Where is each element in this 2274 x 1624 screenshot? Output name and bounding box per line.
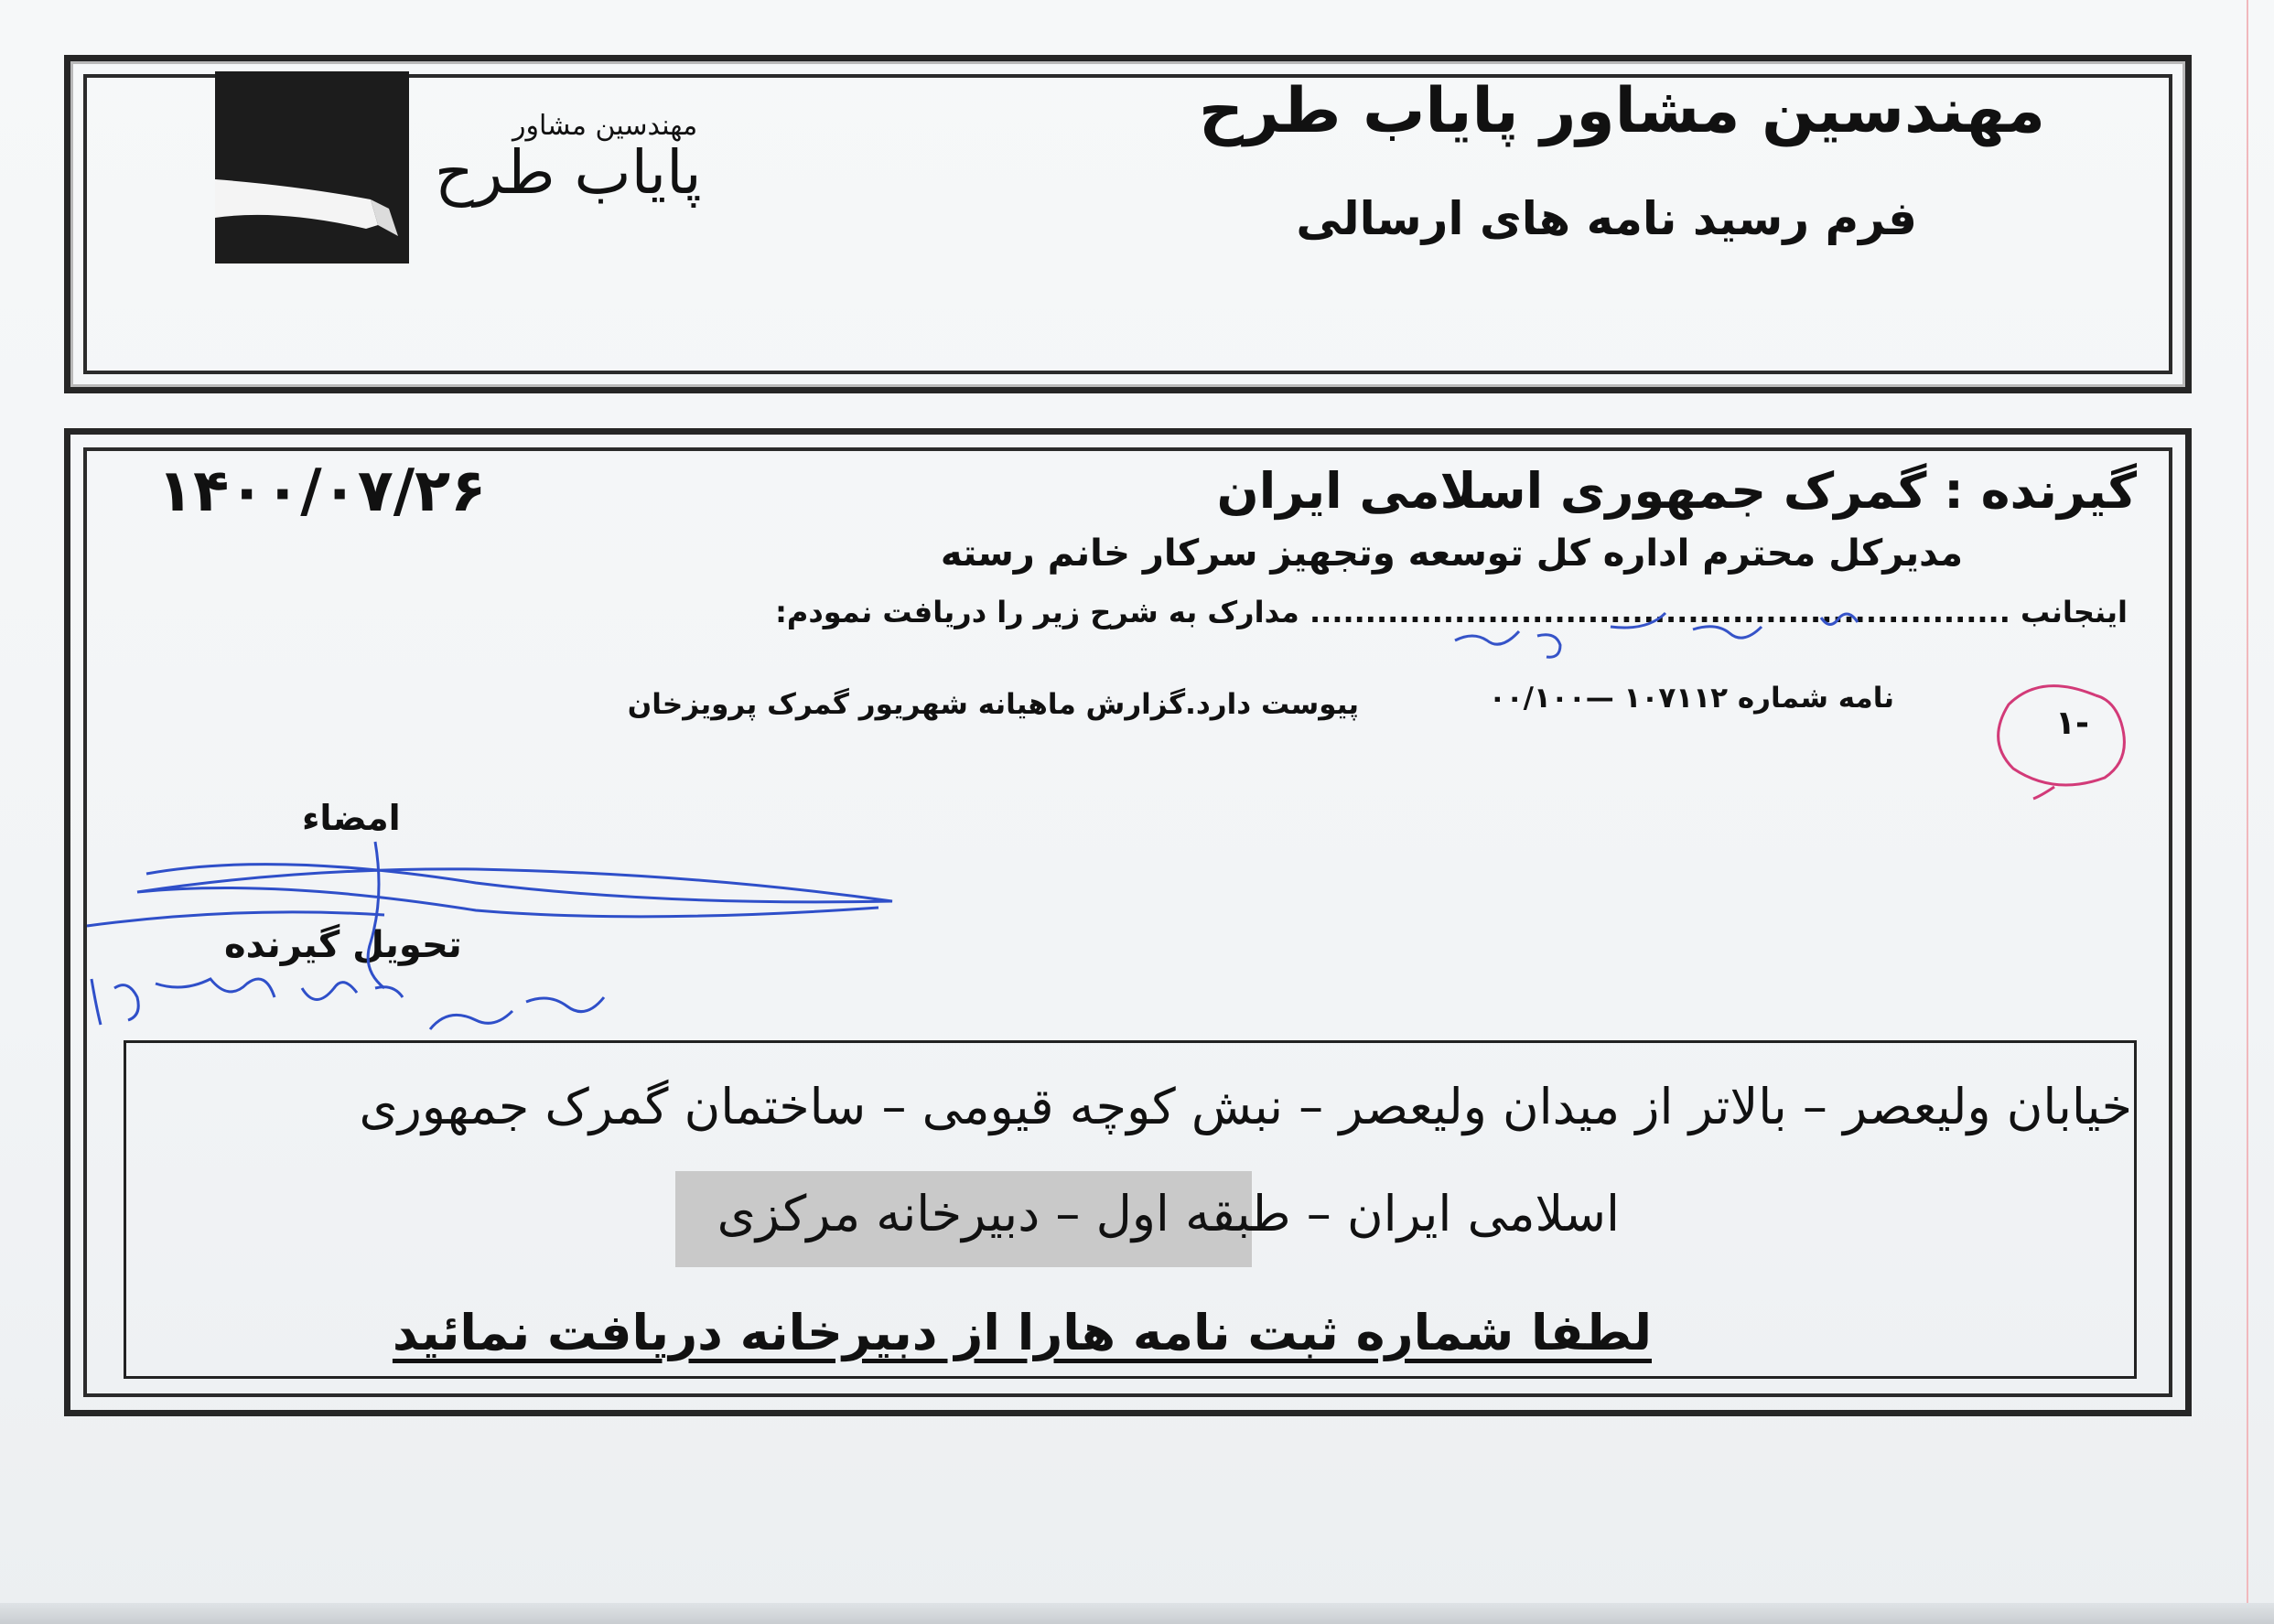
handwritten-name: [1455, 613, 1858, 657]
recipient-line: گیرنده : گمرک جمهوری اسلامی ایران: [1216, 462, 2137, 520]
address-line-1: خیابان ولیعصر – بالاتر از میدان ولیعصر – نبش کوچه قیومی – ساختمان گمرک جمهوری: [359, 1078, 2132, 1135]
form-date: ۱۴۰۰/۰۷/۲۶: [157, 457, 487, 525]
registration-notice: لطفا شماره ثبت نامه هارا از دبیرخانه دریافت نمائید: [392, 1304, 1652, 1361]
director-line: مدیرکل محترم اداره کل توسعه وتجهیز سرکار خانم رسته: [940, 532, 1963, 575]
form-title: فرم رسید نامه های ارسالی: [1296, 192, 1917, 245]
logo-subtitle: مهندسین مشاور: [512, 110, 698, 142]
signature-scribble: [87, 842, 892, 988]
address-line-2: اسلامی ایران – طبقه اول – دبیرخانه مرکزی: [717, 1185, 1620, 1242]
item-circle-mark: [1999, 686, 2125, 799]
company-title: مهندسین مشاور پایاب طرح: [1199, 75, 2045, 147]
delivery-label: تحویل گیرنده: [224, 924, 462, 966]
handwritten-receiver-name: [430, 997, 604, 1029]
undersigned-line: اینجانب ............................................................... مدارک به شرح زیر را دریافت نمودم:: [775, 595, 2128, 629]
handwritten-date: [92, 979, 403, 1025]
item-letter-number: نامه شماره ۱۰۷۱۱۲ —۰۰/۱۰۰: [1488, 682, 1894, 715]
logo-name: پایاب طرح: [435, 137, 702, 208]
signature-label: امضاء: [302, 798, 401, 838]
item-index: ۱-: [2055, 704, 2089, 742]
item-attachment-note: پیوست دارد.گزارش ماهیانه شهریور گمرک پرویزخان: [627, 688, 1359, 721]
